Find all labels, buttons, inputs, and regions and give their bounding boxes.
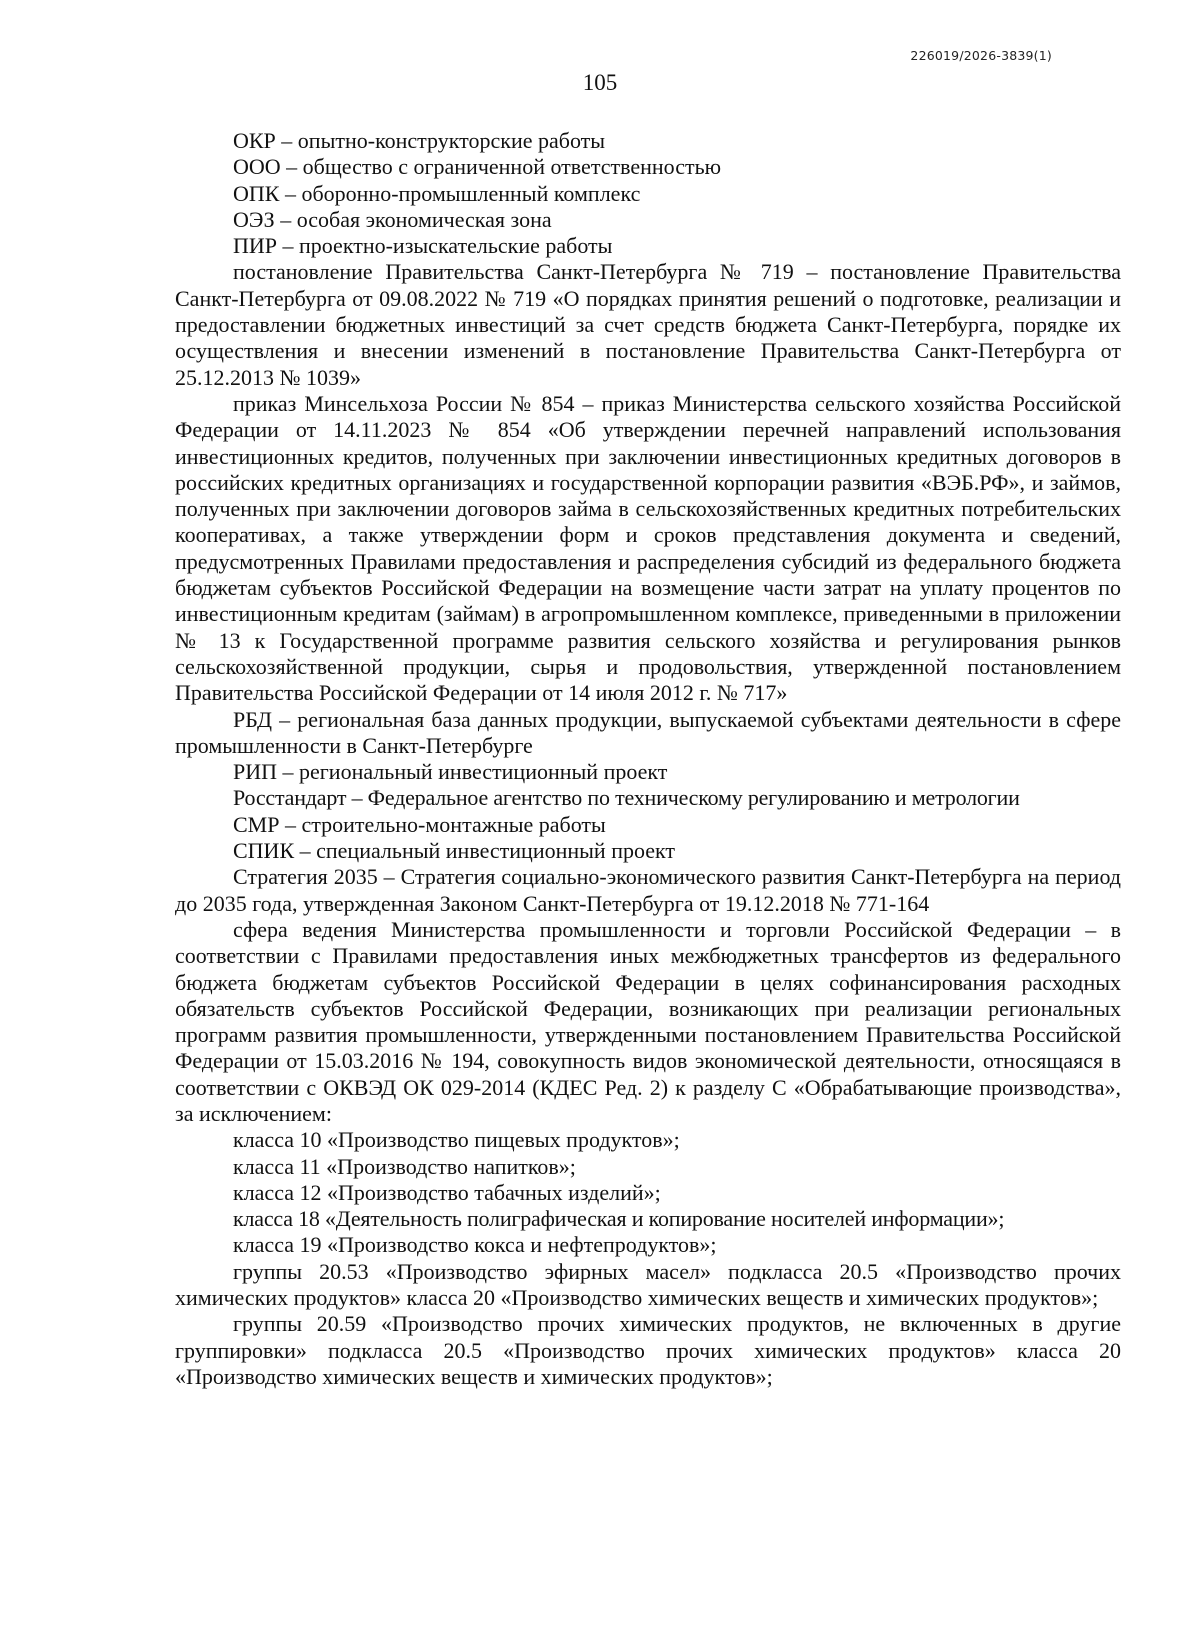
abbreviation-okr: ОКР – опытно-конструкторские работы: [233, 128, 606, 153]
page-number: 105: [582, 70, 618, 95]
document-id-stamp: 226019/2026-3839(1): [910, 48, 1052, 63]
definition-postanovlenie-719: постановление Правительства Санкт-Петербурга № 719 – постановление Правительства Санкт-Петербурга от 09.08.2022 № 719 «О порядках принятия решений о подготовке, реализации и предоставлении бюджетных инвестиций за счет средств бюджета Санкт-Петербурга, порядке их осуществления и внесении изменений в постановление Правительства Санкт-Петербурга от 25.12.2013 № 1039»: [175, 259, 1121, 390]
abbreviation-spik: СПИК – специальный инвестиционный проект: [233, 838, 676, 864]
document-body: [175, 128, 1121, 1390]
abbreviation-ooo: ООО – общество с ограниченной ответственностью: [233, 154, 722, 180]
abbreviation-oez: ОЭЗ – особая экономическая зона: [233, 206, 552, 232]
definition-prikaz-854: приказ Минсельхоза России № 854 – приказ Министерства сельского хозяйства Российской Федерации от 14.11.2023 № 854 «Об утверждении перечней направлений использования инвестиционных кредитов, полученных при заключении инвестиционных кредитных договоров в российских кредитных организациях и государственной корпорации развития «ВЭБ.РФ», и займов, полученных при заключении договоров займа в сельскохозяйственных кредитных потребительских кооперативах, а также утверждении форм и сроков представления документа и сведений, предусмотренных Правилами предоставления и распределения субсидий из федерального бюджета бюджетам субъектов Российской Федерации на возмещение части затрат на уплату процентов по инвестиционным кредитам (займам) в агропромышленном комплексе, приведенными в приложении № 13 к Государственной программе развития сельского хозяйства и регулирования рынков сельскохозяйственной продукции, сырья и продовольствия, утвержденной постановлением Правительства Российской Федерации от 14 июля 2012 г. № 717»: [175, 390, 1121, 706]
abbreviation-smr: СМР – строительно-монтажные работы: [233, 811, 606, 837]
list-item-class-11: класса 11 «Производство напитков»;: [233, 1153, 576, 1179]
definition-minpromtorg-sphere: сфера ведения Министерства промышленности и торговли Российской Федерации – в соответствии с Правилами предоставления иных межбюджетных трансфертов из федерального бюджета бюджетам субъектов Российской Федерации в целях софинансирования расходных обязательств субъектов Российской Федерации, возникающих при реализации региональных программ развития промышленности, утвержденными постановлением Правительства Российской Федерации от 15.03.2016 № 194, совокупность видов экономической деятельности, относящаяся в соответствии с ОКВЭД ОК 029-2014 (КДЕС Ред. 2) к разделу С «Обрабатывающие производства», за исключением:: [175, 916, 1121, 1126]
abbreviation-rosstandart: Росстандарт – Федеральное агентство по техническому регулированию и метрологии: [233, 785, 1020, 811]
list-item-group-20-53: группы 20.53 «Производство эфирных масел» подкласса 20.5 «Производство прочих химических продуктов» класса 20 «Производство химических веществ и химических продуктов»;: [175, 1258, 1121, 1311]
definition-strategy-2035: Стратегия 2035 – Стратегия социально-экономического развития Санкт-Петербурга на период до 2035 года, утвержденная Законом Санкт-Петербурга от 19.12.2018 № 771-164: [175, 864, 1121, 916]
list-item-class-10: класса 10 «Производство пищевых продуктов»;: [233, 1127, 680, 1153]
abbreviation-pir: ПИР – проектно-изыскательские работы: [233, 233, 613, 259]
list-item-class-12: класса 12 «Производство табачных изделий»;: [233, 1179, 661, 1205]
abbreviation-rip: РИП – региональный инвестиционный проект: [233, 759, 668, 785]
list-item-group-20-59: группы 20.59 «Производство прочих химических продуктов, не включенных в другие группировки» подкласса 20.5 «Производство прочих химических продуктов» класса 20 «Производство химических веществ и химических продуктов»;: [175, 1311, 1121, 1389]
abbreviation-opk: ОПК – оборонно-промышленный комплекс: [233, 180, 641, 206]
abbreviation-rbd: РБД – региональная база данных продукции, выпускаемой субъектами деятельности в сфере промышленности в Санкт-Петербурге: [175, 706, 1121, 758]
list-item-class-19: класса 19 «Производство кокса и нефтепродуктов»;: [233, 1232, 717, 1258]
list-item-class-18: класса 18 «Деятельность полиграфическая и копирование носителей информации»;: [233, 1206, 1005, 1232]
